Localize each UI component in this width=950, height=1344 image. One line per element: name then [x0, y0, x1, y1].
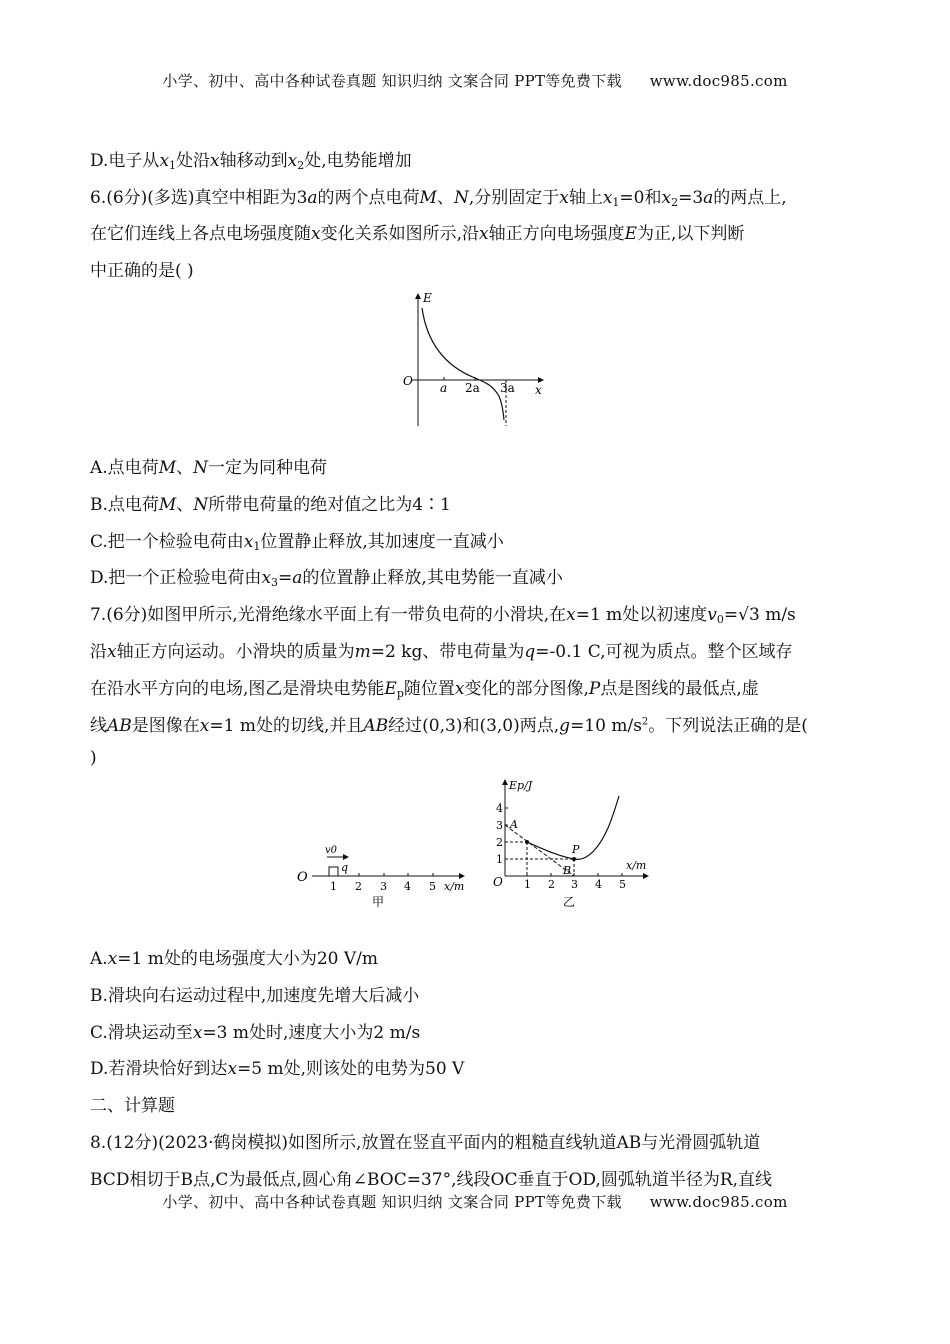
q7-option-c: C.滑块运动至x=3 m处时,速度大小为2 m/s	[90, 1023, 421, 1043]
jia-caption: 甲	[372, 895, 385, 909]
yi-x-2: 2	[548, 878, 555, 891]
yi-caption: 乙	[563, 895, 576, 909]
footer-text: 小学、初中、高中各种试卷真题 知识归纳 文案合同 PPT等免费下载	[162, 1193, 622, 1211]
q7-stem-line1: 7.(6分)如图甲所示,光滑绝缘水平面上有一带负电荷的小滑块,在x=1 m处以初速度$v_0=√3$ m/s	[90, 605, 796, 626]
header-site: www.doc985.com	[649, 72, 788, 90]
q6-stem-line1: 6.(6分)(多选)真空中相距为3a的两个点电荷M、N,分别固定于x轴上$x_1=0$和$x_2=3a$的两点上,	[90, 188, 787, 209]
q8-stem-line1: 8.(12分)(2023·鹤岗模拟)如图所示,放置在竖直平面内的粗糙直线轨道AB与光滑圆弧轨道	[90, 1133, 761, 1153]
e-axis-label: E	[423, 291, 432, 305]
tick-3a-label: 3a	[500, 381, 515, 395]
q6-option-c: C.把一个检验电荷由$x_1$位置静止释放,其加速度一直减小	[90, 532, 504, 553]
q6-option-b: B.点电荷M、N所带电荷量的绝对值之比为4∶1	[90, 495, 451, 515]
q7-stem-line3: 在沿水平方向的电场,图乙是滑块电势能$E_p$随位置x变化的部分图像,P点是图线的最低点,虚	[90, 679, 759, 700]
x-axis-label: x	[535, 383, 542, 397]
yi-x-5: 5	[619, 878, 626, 891]
q6-stem-line3: 中正确的是( )	[90, 261, 194, 281]
q7-stem-line5: )	[90, 748, 97, 768]
section-title: 二、计算题	[90, 1096, 175, 1116]
jia-tick-2: 2	[355, 880, 362, 893]
yi-x-3: 3	[571, 878, 578, 891]
jia-x-label: x/m	[444, 880, 465, 893]
yi-point-b: B	[563, 864, 572, 877]
q6-stem-line2: 在它们连线上各点电场强度随x变化关系如图所示,沿x轴正方向电场强度E为正,以下判断	[90, 224, 745, 244]
yi-y-4: 4	[496, 802, 503, 815]
page-footer	[0, 1191, 950, 1212]
q8-stem-line2: BCD相切于B点,C为最低点,圆心角∠BOC=37°,线段OC垂直于OD,圆弧轨道半径为R,直线	[90, 1170, 773, 1190]
q7-option-a: A.x=1 m处的电场强度大小为20 V/m	[90, 949, 379, 969]
q7-stem-line2: 沿x轴正方向运动。小滑块的质量为m=2 kg、带电荷量为q=-0.1 C,可视为质点。整个区域存	[90, 642, 793, 662]
jia-tick-4: 4	[404, 880, 411, 893]
tick-a-label: a	[440, 381, 448, 395]
jia-q: q	[341, 861, 349, 874]
tick-2a-label: 2a	[465, 381, 480, 395]
origin-label: O	[403, 374, 413, 388]
yi-y-label: Ep/J	[509, 779, 533, 792]
footer-site: www.doc985.com	[649, 1193, 788, 1211]
yi-y-2: 2	[496, 836, 503, 849]
yi-x-4: 4	[595, 878, 602, 891]
q6-e-x-graph	[395, 288, 555, 430]
jia-tick-1: 1	[330, 880, 337, 893]
q6-option-a: A.点电荷M、N一定为同种电荷	[90, 458, 327, 478]
yi-y-3: 3	[496, 819, 503, 832]
yi-point-p: P	[572, 843, 580, 856]
jia-tick-5: 5	[429, 880, 436, 893]
q7-option-d: D.若滑块恰好到达x=5 m处,则该处的电势为50 V	[90, 1059, 465, 1079]
yi-x-1: 1	[524, 878, 531, 891]
q7-figure-jia	[292, 840, 472, 910]
q7-stem-line4: 线AB是图像在x=1 m处的切线,并且AB经过(0,3)和(3,0)两点,g=10 $m/s^2$。下列说法正确的是(	[90, 716, 808, 736]
q7-figure-yi	[488, 776, 658, 912]
q7-option-b: B.滑块向右运动过程中,加速度先增大后减小	[90, 986, 420, 1006]
page-header	[0, 70, 950, 91]
yi-x-label: x/m	[626, 859, 647, 872]
q6-option-d: D.把一个正检验电荷由$x_3=a$的位置静止释放,其电势能一直减小	[90, 568, 563, 589]
jia-v0: v0	[325, 845, 338, 856]
yi-origin: O	[493, 875, 503, 889]
yi-y-1: 1	[496, 853, 503, 866]
header-text: 小学、初中、高中各种试卷真题 知识归纳 文案合同 PPT等免费下载	[162, 72, 622, 90]
jia-tick-3: 3	[380, 880, 387, 893]
jia-origin: O	[297, 870, 308, 885]
q5-option-d: D.电子从$x_1$处沿x轴移动到$x_2$处,电势能增加	[90, 151, 412, 172]
yi-point-a: A	[510, 818, 518, 831]
